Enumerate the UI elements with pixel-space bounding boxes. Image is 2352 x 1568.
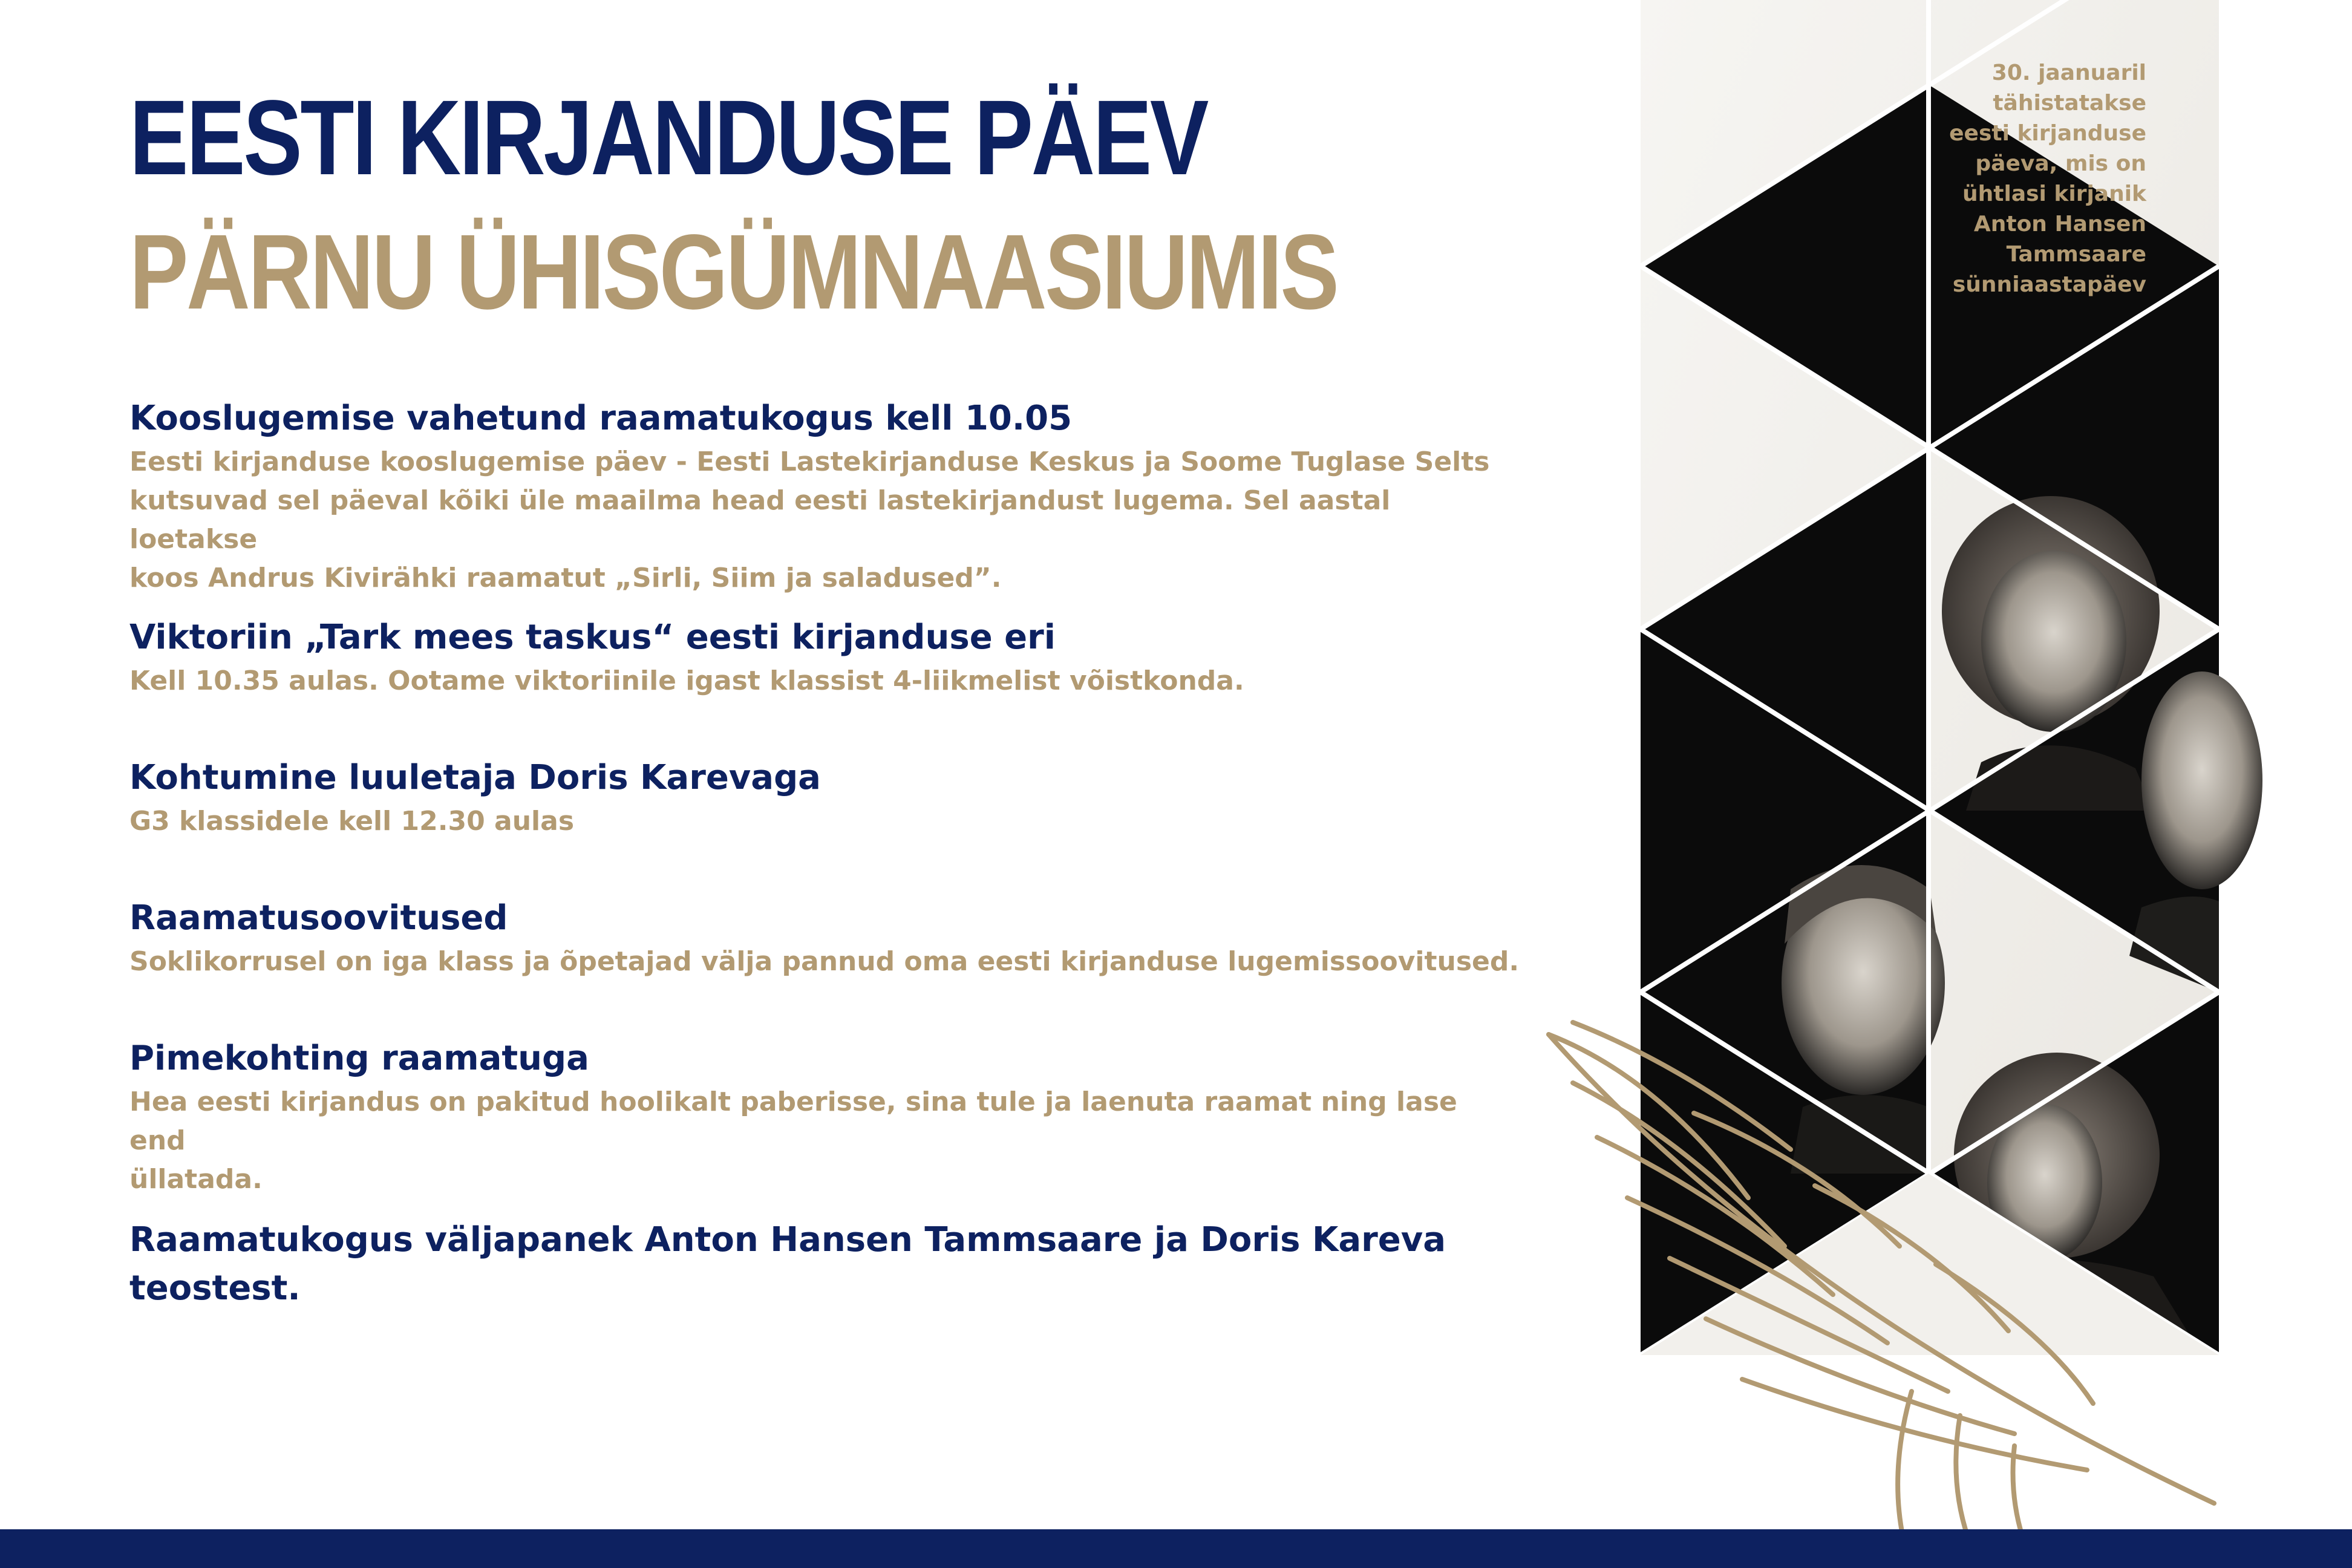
portrait-man-left [1782, 865, 1945, 1174]
side-note [1906, 58, 2146, 300]
event-description-line: Kell 10.35 aulas. Ootame viktoriinile igast klassist 4-liikmelist võistkonda. [129, 665, 1244, 696]
side-note-line: sünniaastapäev [1952, 272, 2146, 297]
event-description-line: Soklikorrusel on iga klass ja õpetajad välja pannud oma eesti kirjanduse lugemissoovitused. [129, 946, 1520, 977]
event-title: Pimekohting raamatuga [129, 1039, 589, 1078]
event-title: Kohtumine luuletaja Doris Karevaga [129, 758, 821, 797]
side-note-line: päeva, mis on [1975, 151, 2146, 176]
event-description-line: G3 klassidele kell 12.30 aulas [129, 806, 575, 837]
footer-bar [0, 1529, 2352, 1568]
side-note-line: 30. jaanuaril [1991, 60, 2146, 85]
side-note-line: eesti kirjanduse [1949, 121, 2146, 146]
event-title: Raamatusoovitused [129, 898, 508, 938]
event-title: Viktoriin „Tark mees taskus“ eesti kirjanduse eri [129, 618, 1056, 657]
page-subtitle: PÄRNU ÜHISGÜMNAASIUMIS [129, 213, 1338, 332]
side-note-line: Anton Hansen [1973, 212, 2146, 237]
event-description-line: Hea eesti kirjandus on pakitud hoolikalt paberisse, sina tule ja laenuta raamat ning lase end [129, 1086, 1457, 1156]
page-title: EESTI KIRJANDUSE PÄEV [129, 79, 1207, 197]
side-note-line: Tammsaare [2006, 242, 2146, 267]
event-description-line: kutsuvad sel päeval kõiki üle maailma head eesti lastekirjandust lugema. Sel aastal loetakse [129, 485, 1391, 555]
event-title: Raamatukogus väljapanek Anton Hansen Tammsaare ja Doris Kareva [129, 1220, 1446, 1259]
side-note-line: tähistatakse [1993, 91, 2146, 116]
event-description-line: üllatada. [129, 1164, 263, 1195]
event-title: teostest. [129, 1269, 301, 1308]
side-note-line: ühtlasi kirjanik [1962, 181, 2146, 206]
event-title: Kooslugemise vahetund raamatukogus kell 10.05 [129, 399, 1073, 438]
event-description-line: koos Andrus Kivirähki raamatut „Sirli, Siim ja saladused”. [129, 563, 1002, 593]
event-description-line: Eesti kirjanduse kooslugemise päev - Eesti Lastekirjanduse Keskus ja Soome Tuglase Selts [129, 446, 1490, 477]
